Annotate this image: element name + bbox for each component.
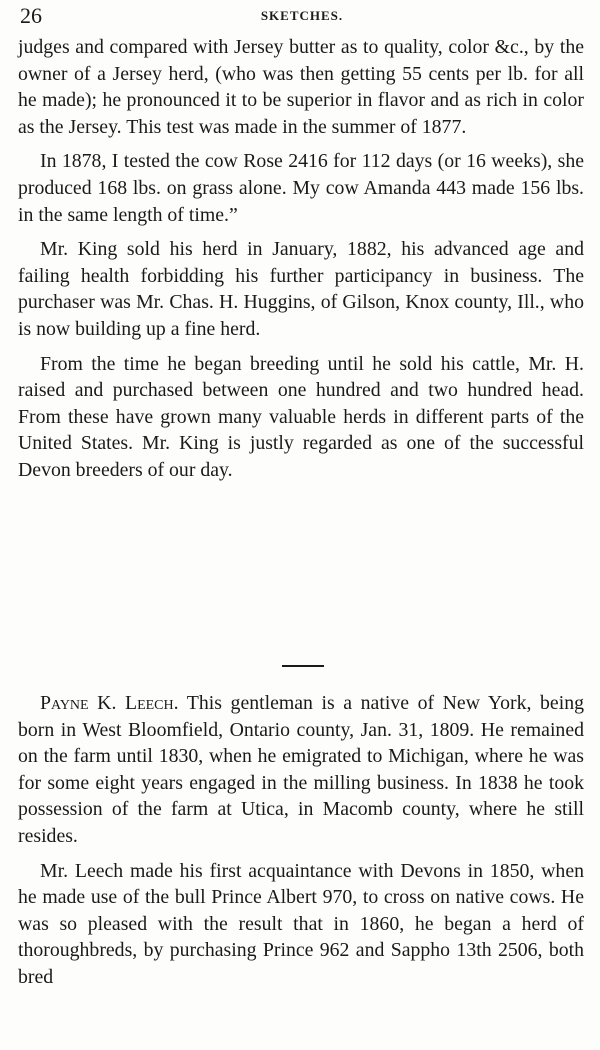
paragraph-breeding-summary: From the time he began breeding until he sold his cattle, Mr. H. raised and purchased between one hundred and two hundred head. From these have grown many valuable herds in different parts of the United States. Mr. King is justly regarded as one of the successful Devon breeders of our day. [18,352,584,481]
page-header [20,2,584,30]
leech-intro-text: This gentleman is a native of New York, being born in West Bloomfield, Ontario county, Jan. 31, 1809. He remained on the farm until 1830, when he emigrated to Michigan, where he was for some eight years engaged in the milling business. In 1838 he took possession of the farm at Utica, in Macomb county, where he still resides. [18,692,584,847]
running-head: SKETCHES. [260,8,344,23]
paragraph-herd-sale: Mr. King sold his herd in January, 1882, his advanced age and failing health forbidding his further participancy in business. The purchaser was Mr. Chas. H. Huggins, of Gilson, Knox county, Ill., who is now building up a fine herd. [18,238,584,340]
section-separator-rule [282,665,324,667]
king-section [18,34,584,492]
paragraph-leech-intro [18,690,584,850]
paragraph-jersey-comparison: judges and compared with Jersey butter as to quality, color &c., by the owner of a Jersey herd, (who was then getting 55 cents per lb. for all he made); he pronounced it to be superior in flavor and as rich in color as the Jersey. This test was made in the summer of 1877. [18,36,584,138]
paragraph-rose-test: In 1878, I tested the cow Rose 2416 for 112 days (or 16 weeks), she produced 168 lbs. on grass alone. My cow Amanda 443 made 156 lbs. in the same length of time.” [18,150,584,226]
paragraph-leech-devons: Mr. Leech made his first acquaintance with Devons in 1850, when he made use of the bull Prince Albert 970, to cross on native cows. He was so pleased with the result that in 1860, he began a herd of thoroughbreds, by purchasing Prince 962 and Sappho 13th 2506, both bred [18,859,584,988]
leech-name: Payne K. Leech. [40,692,179,714]
leech-section [18,690,584,999]
page-number: 26 [20,3,42,28]
